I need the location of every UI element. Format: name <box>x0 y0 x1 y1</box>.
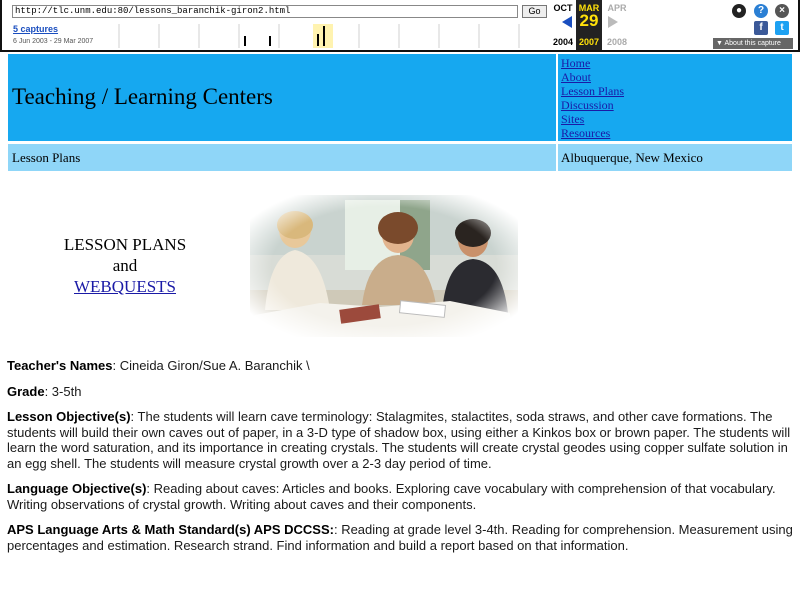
objective-paragraph <box>7 409 793 471</box>
intro-line-and: and <box>112 256 138 275</box>
language-paragraph <box>7 481 793 512</box>
nav-link-sites[interactable]: Sites <box>561 112 585 126</box>
capture-bar[interactable] <box>244 36 246 46</box>
nav-link-resources[interactable]: Resources <box>561 126 611 140</box>
grade-label: Grade <box>7 383 45 399</box>
standards-paragraph <box>7 522 793 553</box>
about-capture-button[interactable]: ▼ About this capture <box>713 38 793 49</box>
next-month-label: APR <box>607 3 627 13</box>
nav-link-lesson-plans[interactable]: Lesson Plans <box>561 84 624 98</box>
teachers-label: Teacher's Names <box>7 358 113 373</box>
lesson-content <box>7 358 793 563</box>
capture-bar[interactable] <box>269 36 271 46</box>
twitter-icon[interactable]: t <box>775 21 789 35</box>
prev-year-label[interactable]: 2004 <box>552 37 574 47</box>
wayback-toolbar <box>0 0 800 52</box>
site-title: Teaching / Learning Centers <box>12 84 273 109</box>
objective-label: Lesson Objective(s) <box>7 409 131 424</box>
current-month-label: MAR <box>578 3 600 13</box>
intro-line-lesson-plans: LESSON PLANS <box>63 235 187 254</box>
next-year-label: 2008 <box>606 37 628 47</box>
prev-capture-arrow-icon[interactable] <box>562 16 572 28</box>
section-label: Lesson Plans <box>8 144 556 171</box>
language-value: : Reading about caves: Articles and books. Exploring cave vocabulary with comprehension of that vocabulary. Writing observations of crystal growth. Writing about caves and their components. <box>7 481 776 512</box>
user-icon[interactable]: ● <box>732 4 746 18</box>
wayback-date-nav <box>550 0 630 50</box>
wayback-url-input[interactable]: http://tlc.unm.edu:80/lessons_baranchik-giron2.html <box>12 5 518 18</box>
teachers-paragraph <box>7 358 793 374</box>
header-title-cell <box>8 54 556 141</box>
help-icon[interactable]: ? <box>754 4 768 18</box>
facebook-icon[interactable]: f <box>754 21 768 35</box>
capture-bar[interactable] <box>317 34 319 46</box>
capture-bar[interactable] <box>323 26 325 46</box>
objective-value: : The students will learn cave terminology: Stalagmites, stalactites, soda straws, and other cave formations. The students will build their own caves out of paper, in a 3-D type of shadow box, using either a Kinkos box or brown paper. The students will learn the word saturation, and its importance in creating crystals. The students will create crystal geodes using copper sulfate solution in an egg shell. The students will measure crystal growth over a 2-3 day period of time. <box>7 409 791 471</box>
nav-link-home[interactable]: Home <box>561 56 591 70</box>
language-label: Language Objective(s) <box>7 481 147 496</box>
prev-month-label[interactable]: OCT <box>553 3 573 13</box>
capture-sparkline[interactable] <box>99 22 547 48</box>
current-day-label: 29 <box>579 11 599 30</box>
grade-paragraph <box>7 384 793 400</box>
webquests-link[interactable]: WEBQUESTS <box>74 277 176 296</box>
close-icon[interactable]: × <box>775 4 789 18</box>
teachers-value: : Cineida Giron/Sue A. Baranchik \ <box>112 358 310 373</box>
location-label: Albuquerque, New Mexico <box>558 144 792 171</box>
header-nav <box>558 54 792 141</box>
nav-link-about[interactable]: About <box>561 70 591 84</box>
capture-date-range: 6 Jun 2003 - 29 Mar 2007 <box>13 38 94 45</box>
captures-link[interactable]: 5 captures <box>13 24 59 34</box>
standards-label: APS Language Arts & Math Standard(s) APS DCCSS: <box>7 522 334 537</box>
current-year-label: 2007 <box>578 37 600 47</box>
next-capture-arrow-icon <box>608 16 618 28</box>
wayback-go-button[interactable]: Go <box>522 5 547 18</box>
nav-link-discussion[interactable]: Discussion <box>561 98 614 112</box>
intro-block <box>30 234 220 297</box>
teachers-photo <box>250 195 518 337</box>
standards-value: : Reading at grade level 3-4th. Reading for comprehension. Measurement using percentages and estimation. Research strand. Find information and build a report based on that information. <box>7 522 793 553</box>
grade-value: : 3-5th <box>44 383 82 399</box>
